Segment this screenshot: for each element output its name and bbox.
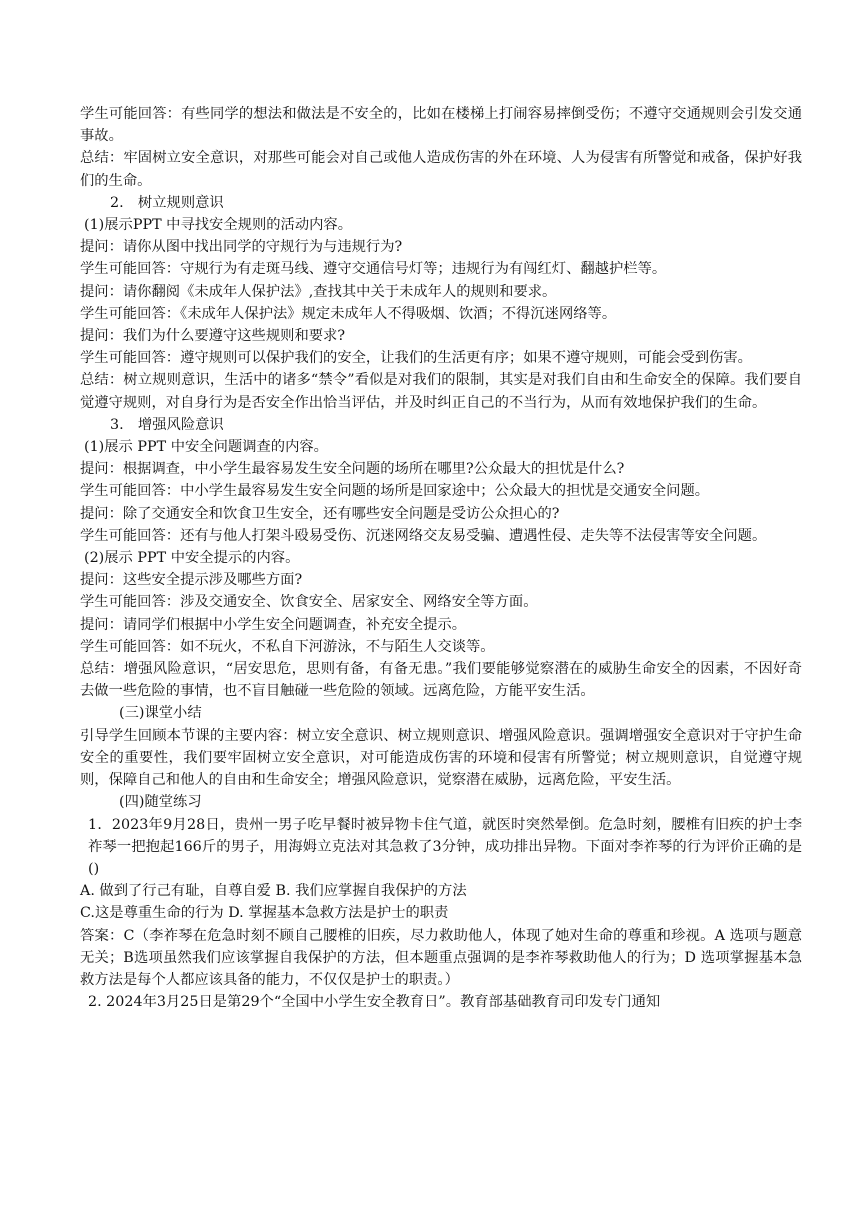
question-line: 提问：除了交通安全和饮食卫生安全，还有哪些安全问题是受访公众担心的? bbox=[80, 505, 560, 522]
answer-line: 学生可能回答：《未成年人保护法》规定未成年人不得吸烟、饮酒；不得沉迷网络等。 bbox=[80, 305, 617, 322]
section-heading-rules: 2. 树立规则意识 bbox=[110, 194, 224, 211]
question-line: 提问：我们为什么要遵守这些规则和要求? bbox=[80, 328, 346, 345]
option-line: C.这是尊重生命的行为 D. 掌握基本急救方法是护士的职责 bbox=[80, 905, 449, 922]
question-line: 提问：这些安全提示涉及哪些方面? bbox=[80, 572, 303, 589]
summary-paragraph: 总结：牢固树立安全意识，对那些可能会对自己或他人造成伤害的外在环境、人为侵害有所警觉和戒备，保护好我们的生命。 bbox=[80, 150, 802, 189]
answer-line: 学生可能回答：中小学生最容易发生安全问题的场所是回家途中；公众最大的担忧是交通安全问题。 bbox=[80, 483, 710, 500]
activity-line: (1)展示 PPT 中安全问题调查的内容。 bbox=[84, 439, 328, 456]
answer-line: 学生可能回答：遵守规则可以保护我们的安全，让我们的生活更有序；如果不遵守规则，可能会受到伤害。 bbox=[80, 350, 752, 367]
question-line: 提问：请同学们根据中小学生安全问题调查，补充安全提示。 bbox=[80, 616, 467, 633]
question-paragraph: 1．2023年9月28日，贵州一男子吃早餐时被异物卡住气道，就医时突然晕倒。危急时刻，腰椎有旧疾的护士李祚琴一把抱起166斤的男子，用海姆立克法对其急救了3分钟，成功排出异物。下面对李祚琴的行为评价正确的是() bbox=[88, 816, 802, 877]
answer-line: 学生可能回答：如不玩火，不私自下河游泳，不与陌生人交谈等。 bbox=[80, 638, 495, 655]
section-heading-risk: 3. 增强风险意识 bbox=[110, 416, 224, 433]
answer-paragraph: 学生可能回答：还有与他人打架斗殴易受伤、沉迷网络交友易受骗、遭遇性侵、走失等不法侵害等安全问题。 bbox=[80, 527, 767, 544]
activity-line: (1)展示PPT 中寻找安全规则的活动内容。 bbox=[84, 217, 353, 234]
section-heading-summary: (三)课堂小结 bbox=[119, 705, 202, 722]
section-heading-practice: (四)随堂练习 bbox=[119, 794, 202, 811]
question-paragraph: 2. 2024年3月25日是第29个“全国中小学生安全教育日”。教育部基础教育司印发专门通知 bbox=[88, 994, 661, 1011]
summary-paragraph: 引导学生回顾本节课的主要内容：树立安全意识、树立规则意识、增强风险意识。强调增强安全意识对于守护生命安全的重要性，我们要牢固树立安全意识，对可能造成伤害的环境和侵害有所警觉；树立规则意识，自觉遵守规则，保障自己和他人的自由和生命安全；增强风险意识，觉察潜在威胁，远离危险，平安生活。 bbox=[80, 727, 802, 789]
question-line: 提问：请你从图中找出同学的守规行为与违规行为? bbox=[80, 239, 403, 256]
question-line: 提问：请你翻阅《未成年人保护法》,查找其中关于未成年人的规则和要求。 bbox=[80, 283, 557, 300]
summary-paragraph: 总结：树立规则意识，生活中的诸多“禁令”看似是对我们的限制，其实是对我们自由和生命安全的保障。我们要自觉遵守规则，对自身行为是否安全作出恰当评估，并及时纠正自己的不当行为，从而有效地保护我们的生命。 bbox=[80, 372, 802, 411]
answer-paragraph: 学生可能回答：有些同学的想法和做法是不安全的，比如在楼梯上打闹容易摔倒受伤；不遵守交通规则会引发交通事故。 bbox=[80, 106, 802, 145]
answer-line: 学生可能回答：守规行为有走斑马线、遵守交通信号灯等；违规行为有闯红灯、翻越护栏等。 bbox=[80, 261, 667, 278]
activity-line: (2)展示 PPT 中安全提示的内容。 bbox=[84, 550, 300, 567]
option-line: A. 做到了行己有耻，自尊自爱 B. 我们应掌握自我保护的方法 bbox=[80, 883, 467, 900]
question-line: 提问：根据调查，中小学生最容易发生安全问题的场所在哪里?公众最大的担忧是什么? bbox=[80, 461, 625, 478]
answer-line: 学生可能回答：涉及交通安全、饮食安全、居家安全、网络安全等方面。 bbox=[80, 594, 538, 611]
answer-explanation: 答案：C（李祚琴在危急时刻不顾自己腰椎的旧疾，尽力救助他人，体现了她对生命的尊重和珍视。A 选项与题意无关；B选项虽然我们应该掌握自我保护的方法，但本题重点强调的是李祚琴救助他人的行为；D 选项掌握基本急救方法是每个人都应该具备的能力，不仅仅是护士的职责。） bbox=[80, 927, 802, 988]
summary-paragraph: 总结：增强风险意识，“居安思危，思则有备，有备无患。”我们要能够觉察潜在的威胁生命安全的因素，不因好奇去做一些危险的事情，也不盲目触碰一些危险的领域。远离危险，方能平安生活。 bbox=[80, 661, 802, 700]
